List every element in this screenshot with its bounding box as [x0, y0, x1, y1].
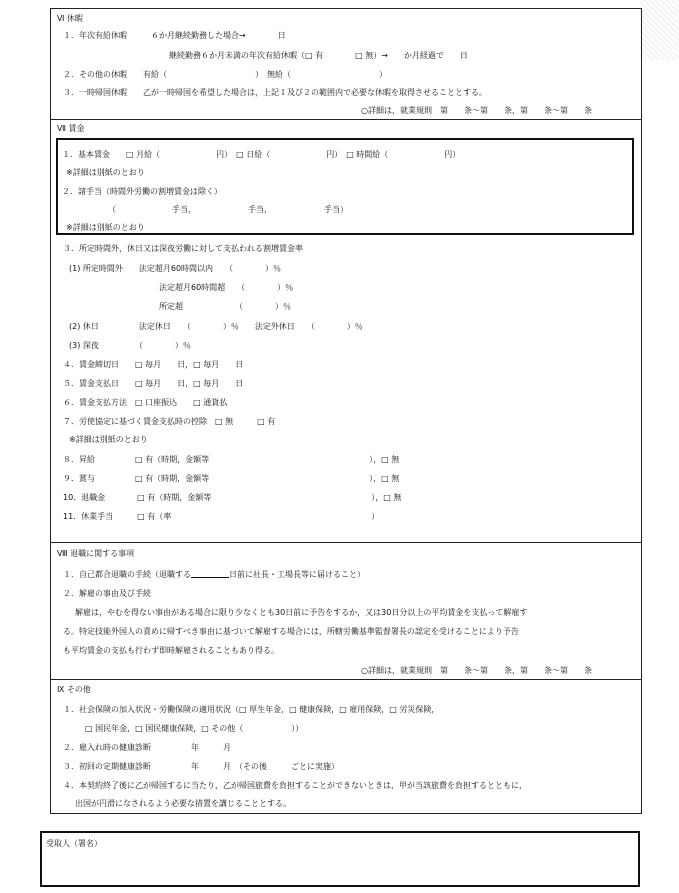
- wage-payday-line: ５．賃金支払日 □ 毎月 日，□ 毎月 日: [63, 379, 244, 388]
- premium-scheduled-line: 所定超 （ ）％: [159, 302, 291, 311]
- basic-wage-note: ※詳細は別紙のとおり: [66, 168, 145, 177]
- premium-overtime-line: (1) 所定時間外 法定超月60時間以内 （ ）％: [69, 264, 282, 273]
- section-8-divider: [51, 542, 641, 543]
- annual-leave-under6-line: 継続勤務６か月未満の年次有給休暇（□ 有 □ 無）→ か月経過で 日: [169, 51, 468, 60]
- dismissal-para-2: る。特定技能外国人の責めに帰すべき事由に基づいて解雇する場合には，所轄労働基準監督署長の認定を受けることにより予告: [63, 627, 519, 636]
- section-8-detail: ○詳細は，就業規則 第 条～第 条，第 条～第 条: [361, 666, 592, 675]
- insurance-line-2: □ 国民年金，□ 国民健康保険，□ その他（ ））: [85, 724, 304, 733]
- premium-night-line: (3) 深夜 （ ）％: [69, 341, 191, 350]
- wage-method-line: ６．賃金支払方法 □ 口座振込 □ 通貨払: [63, 398, 228, 407]
- section-6-detail: ○詳細は，就業規則 第 条～第 条，第 条～第 条: [361, 106, 592, 115]
- annual-leave-line: １．年次有給休暇 ６か月継続勤務した場合→ 日: [63, 31, 286, 40]
- dismissal-para-1: 解雇は，やむを得ない事由がある場合に限り少なくとも30日前に予告をするか，又は30日分以上の平均賃金を支払って解雇す: [75, 608, 528, 617]
- allowance-detail: （ 手当， 手当， 手当）: [108, 205, 348, 214]
- receiver-signature-box[interactable]: [40, 831, 640, 887]
- resignation-line: [63, 569, 365, 580]
- resignation-days-blank: [191, 569, 229, 578]
- section-8-title: Ⅷ 退職に関する事項: [57, 549, 135, 558]
- first-checkup-line: ３．初回の定期健康診断 年 月 （その後 ごとに実施）: [63, 762, 339, 771]
- section-9-title: Ⅸ その他: [57, 685, 91, 694]
- section-7-title: Ⅶ 賃金: [57, 124, 85, 133]
- section-6-title: Ⅵ 休暇: [57, 14, 83, 23]
- labor-conditions-form: [50, 8, 642, 814]
- bonus-line: ９．賞与 □ 有（時期，金額等 ），□ 無: [63, 474, 400, 483]
- premium-holiday-line: (2) 休日 法定休日 （ ）％ 法定外休日 （ ）％: [69, 322, 363, 331]
- dismissal-line: ２．解雇の事由及び手続: [63, 589, 151, 598]
- premium-overtime-60-line: 法定超月60時間超 （ ）％: [159, 283, 294, 292]
- section-7-divider: [51, 119, 641, 120]
- other-leave-line: ２．その他の休暇 有給（ ） 無給（ ）: [63, 70, 387, 79]
- retirement-allowance-line: 10．退職金 □ 有（時期，金額等 ），□ 無: [63, 493, 402, 502]
- corner-pattern: [640, 0, 679, 60]
- hire-checkup-line: ２．雇入れ時の健康診断 年 月: [63, 743, 231, 752]
- receiver-label: 受取人（署名）: [46, 839, 102, 848]
- return-travel-line-1: ４．本契約終了後に乙が帰国するに当たり，乙が帰国旅費を負担することができないときは，甲が当該旅費を負担するとともに，: [63, 781, 527, 790]
- wage-deduction-note: ※詳細は別紙のとおり: [69, 435, 148, 444]
- resignation-text-b: 日前に社長・工場長等に届けること）: [229, 570, 365, 579]
- leave-allowance-line: 11．休業手当 □ 有（率 ）: [63, 512, 380, 521]
- section-9-divider: [51, 679, 641, 680]
- wage-closing-line: ４．賃金締切日 □ 毎月 日，□ 毎月 日: [63, 360, 244, 369]
- resignation-text-a: １．自己都合退職の手続（退職する: [63, 570, 191, 579]
- return-travel-line-2: 出国が円滑になされるよう必要な措置を講じることとする。: [75, 799, 291, 808]
- allowance-note: ※詳細は別紙のとおり: [66, 223, 145, 232]
- basic-wage-line: １．基本賃金 □ 月給（ 円） □ 日給（ 円） □ 時間給（ 円）: [62, 150, 461, 159]
- allowance-line: ２．諸手当（時間外労働の割増賃金は除く）: [62, 187, 222, 196]
- insurance-line-1: １．社会保険の加入状況・労働保険の適用状況（□ 厚生年金，□ 健康保険，□ 雇用保険，□ 労災保険，: [63, 705, 440, 714]
- raise-line: ８．昇給 □ 有（時期，金額等 ），□ 無: [63, 455, 400, 464]
- premium-rate-line: ３．所定時間外，休日又は深夜労働に対して支払われる割増賃金率: [63, 244, 303, 253]
- home-leave-line: ３．一時帰国休暇 乙が一時帰国を希望した場合は，上記１及び２の範囲内で必要な休暇を取得させることとする。: [63, 88, 487, 97]
- wage-deduction-line: ７．労使協定に基づく賃金支払時の控除 □ 無 □ 有: [63, 417, 276, 426]
- wage-highlight-box: [56, 138, 634, 235]
- dismissal-para-3: も平均賃金の支払も行わず即時解雇されることもあり得る。: [63, 646, 279, 655]
